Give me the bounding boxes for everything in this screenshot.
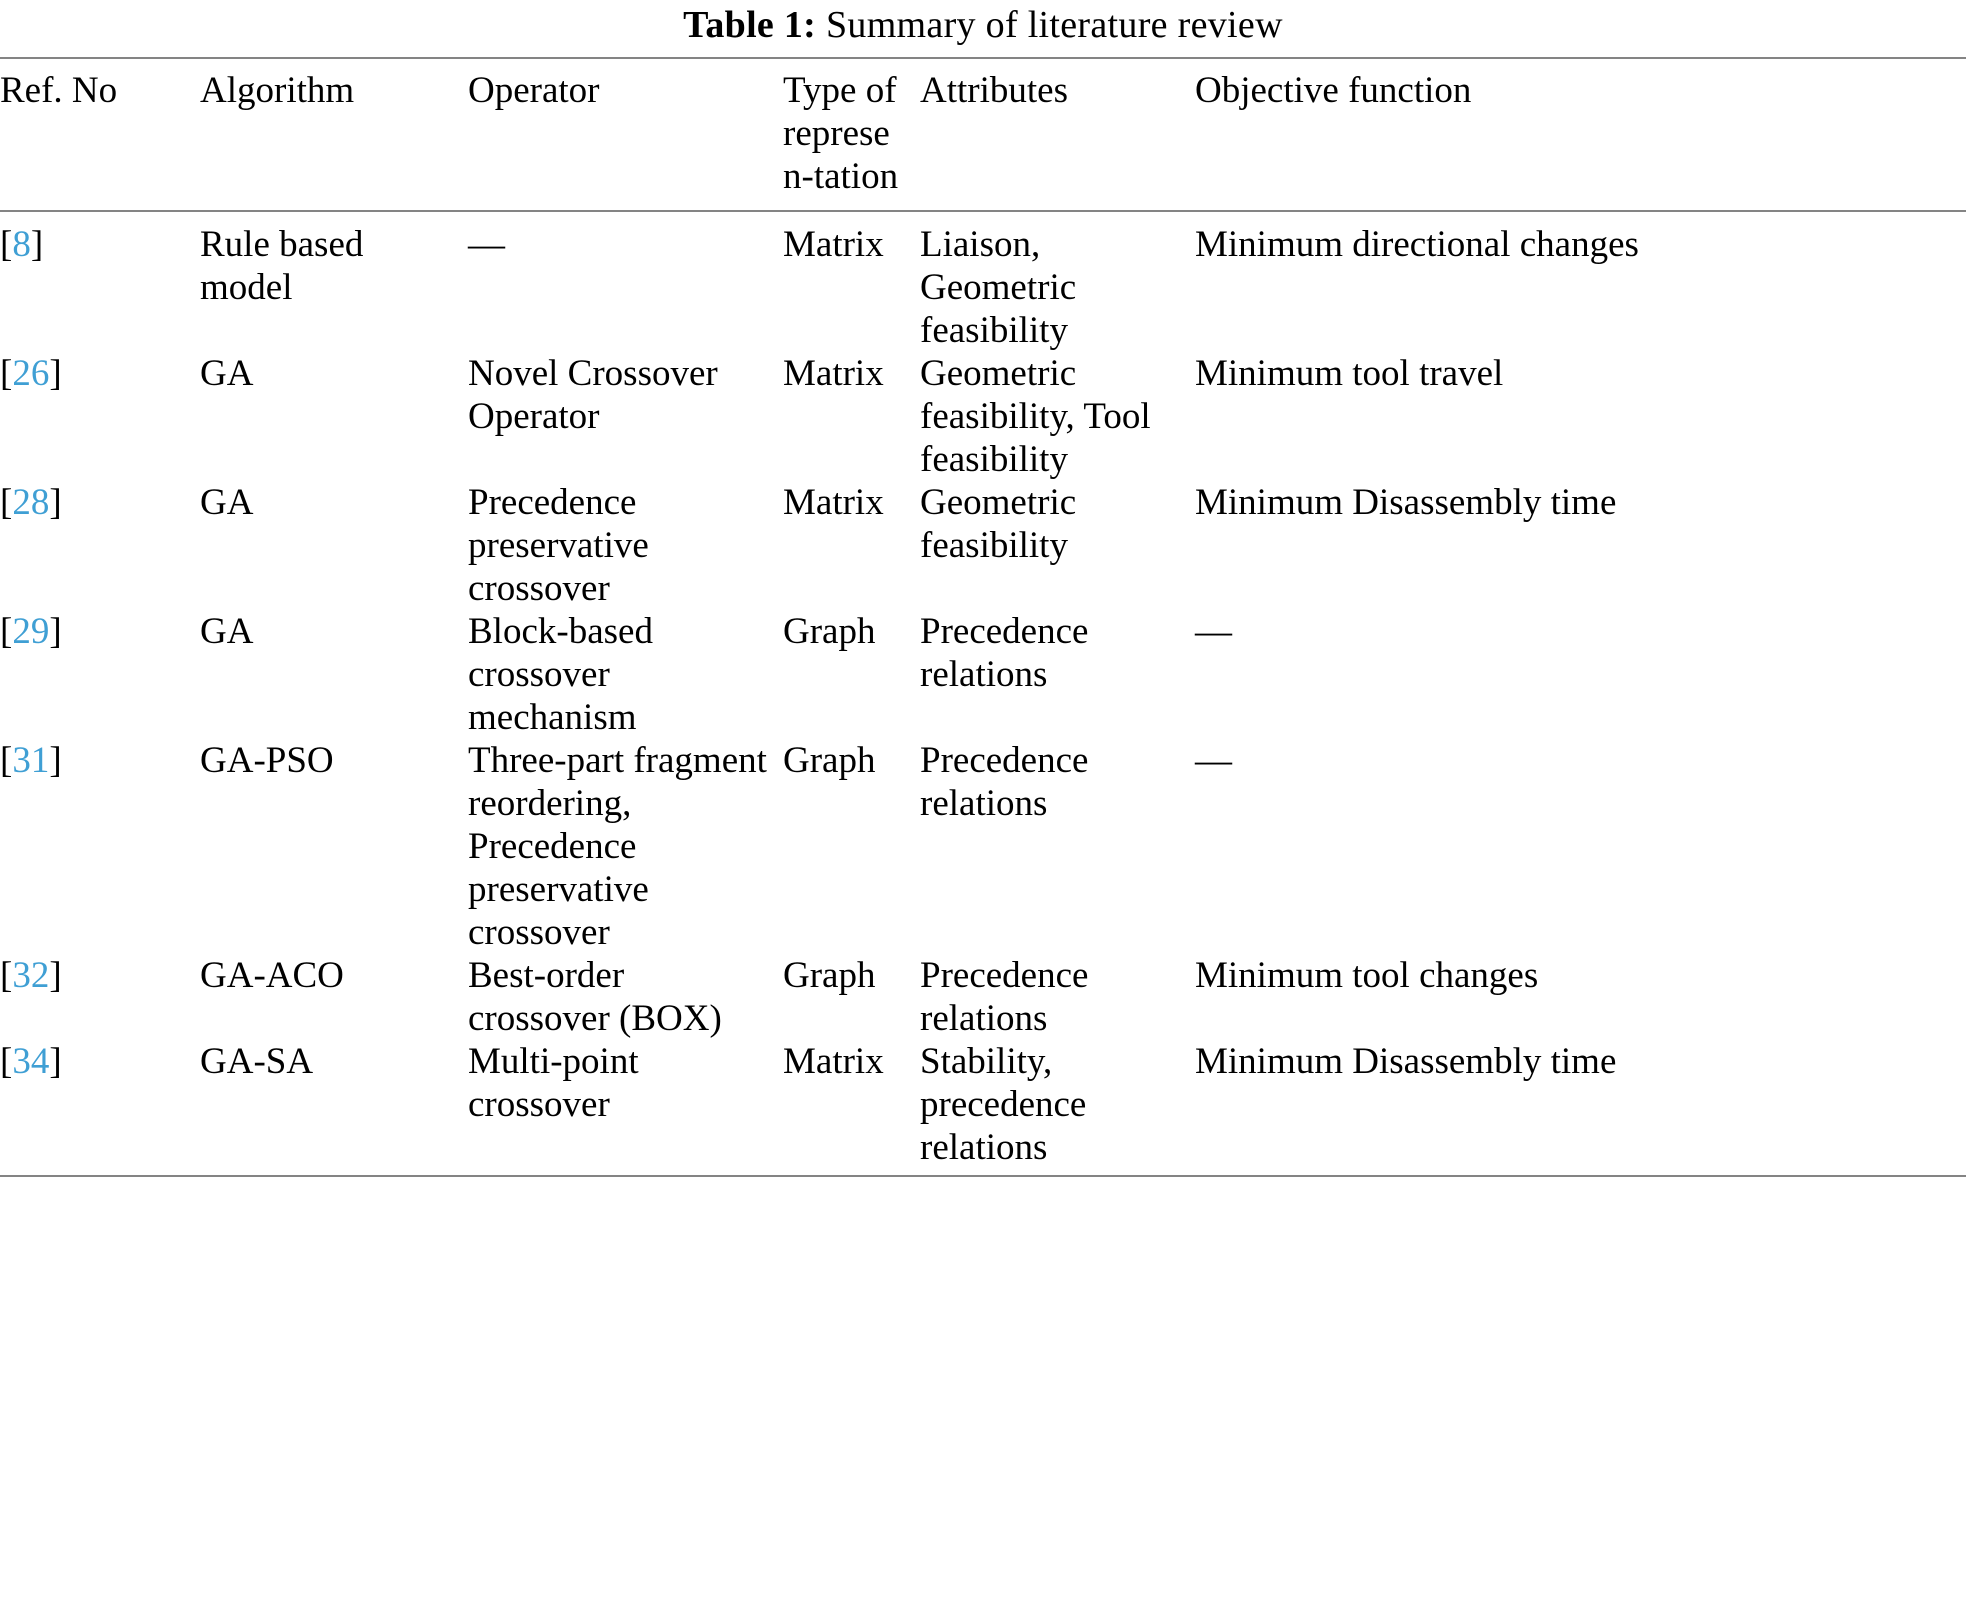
cell-algorithm: GA [200, 611, 254, 652]
cell-ref-no [0, 223, 200, 352]
cell-ref-no [0, 739, 200, 954]
cell-ref-no [0, 610, 200, 739]
reference-link[interactable]: 29 [12, 611, 50, 652]
ref-bracket-close: ] [30, 224, 44, 265]
ref-bracket-open: [ [0, 955, 13, 996]
table-caption [0, 0, 1966, 57]
cell-operator: Block-based crossover mechanism [468, 611, 653, 738]
reference-link[interactable]: 8 [12, 224, 31, 265]
ref-bracket-open: [ [0, 353, 13, 394]
ref-bracket-open: [ [0, 740, 13, 781]
cell-type-of-representation: Graph [783, 611, 876, 652]
cell-type-of-representation: Graph [783, 740, 876, 781]
cell-attributes: Geometric feasibility [920, 482, 1077, 566]
cell-algorithm: Rule based model [200, 224, 364, 308]
reference-link[interactable]: 34 [12, 1041, 50, 1082]
cell-objective-function: — [1195, 740, 1232, 781]
cell-type-of-representation: Matrix [783, 353, 884, 394]
ref-bracket-close: ] [49, 955, 62, 996]
cell-attributes: Precedence relations [920, 740, 1089, 824]
cell-ref-no [0, 352, 200, 481]
cell-attributes: Geometric feasibility, Tool feasibility [920, 353, 1151, 480]
cell-objective-function: Minimum tool travel [1195, 353, 1504, 394]
cell-algorithm: GA [200, 482, 254, 523]
ref-bracket-close: ] [49, 1041, 62, 1082]
cell-algorithm: GA-PSO [200, 740, 334, 781]
cell-operator: Precedence preservative crossover [468, 482, 649, 609]
cell-objective-function: Minimum tool changes [1195, 955, 1539, 996]
cell-operator: Novel Crossover Operator [468, 353, 718, 437]
reference-link[interactable]: 28 [12, 482, 50, 523]
cell-ref-no [0, 1040, 200, 1169]
column-header-ref-no: Ref. No [0, 70, 118, 111]
caption-text: Summary of literature review [825, 4, 1283, 46]
cell-objective-function: Minimum Disassembly time [1195, 1041, 1617, 1082]
caption-label: Table 1: [683, 4, 817, 46]
cell-algorithm: GA-ACO [200, 955, 344, 996]
ref-bracket-open: [ [0, 482, 13, 523]
column-header-type-of-representation: Type of represen-tation [783, 70, 899, 197]
column-header-attributes: Attributes [920, 70, 1068, 111]
cell-ref-no [0, 481, 200, 610]
table-rule-bottom [0, 1175, 1966, 1177]
ref-bracket-open: [ [0, 1041, 13, 1082]
table-header-row [0, 59, 1966, 210]
cell-operator: Multi-point crossover [468, 1041, 639, 1125]
ref-bracket-close: ] [49, 740, 62, 781]
column-header-operator: Operator [468, 70, 600, 111]
column-header-objective-function: Objective function [1195, 70, 1472, 111]
cell-operator: — [468, 224, 505, 265]
ref-bracket-open: [ [0, 611, 13, 652]
cell-type-of-representation: Graph [783, 955, 876, 996]
cell-algorithm: GA [200, 353, 254, 394]
column-header-algorithm: Algorithm [200, 70, 355, 111]
cell-objective-function: — [1195, 611, 1232, 652]
reference-link[interactable]: 31 [12, 740, 50, 781]
cell-attributes: Precedence relations [920, 955, 1089, 1039]
table-body [0, 212, 1966, 1175]
reference-link[interactable]: 32 [12, 955, 50, 996]
cell-attributes: Liaison, Geometric feasibility [920, 224, 1077, 351]
cell-attributes: Stability, precedence relations [920, 1041, 1087, 1168]
ref-bracket-close: ] [49, 611, 62, 652]
cell-operator: Three-part fragment reordering, Precedence preservative crossover [468, 740, 767, 953]
cell-type-of-representation: Matrix [783, 1041, 884, 1082]
ref-bracket-close: ] [49, 353, 62, 394]
cell-objective-function: Minimum Disassembly time [1195, 482, 1617, 523]
cell-type-of-representation: Matrix [783, 482, 884, 523]
cell-operator: Best-order crossover (BOX) [468, 955, 722, 1039]
cell-objective-function: Minimum directional changes [1195, 224, 1639, 265]
cell-ref-no [0, 954, 200, 1040]
cell-attributes: Precedence relations [920, 611, 1089, 695]
cell-algorithm: GA-SA [200, 1041, 314, 1082]
ref-bracket-open: [ [0, 224, 13, 265]
ref-bracket-close: ] [49, 482, 62, 523]
cell-type-of-representation: Matrix [783, 224, 884, 265]
reference-link[interactable]: 26 [12, 353, 50, 394]
